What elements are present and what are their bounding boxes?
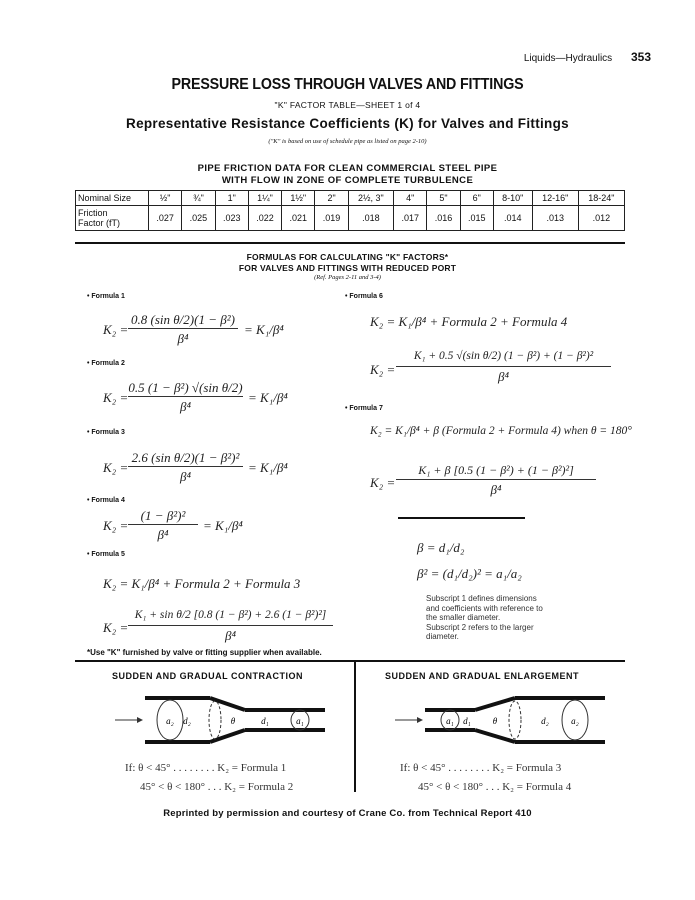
formulas-reference: (Ref. Pages 2-11 and 3-4) [314, 274, 381, 281]
pipe-friction-table [75, 190, 625, 231]
formula-5-lhs: K₂ = [103, 620, 129, 635]
subscript-note-line: Subscript 1 defines dimensions [426, 594, 537, 603]
running-header-section: Liquids—Hydraulics [523, 53, 613, 64]
factor-cell: .027 [149, 206, 182, 231]
contraction-diagram [115, 690, 340, 750]
formula-7-lhs: K₂ = [370, 475, 396, 490]
label-d2: d₂ [183, 716, 191, 726]
formula-6-numerator: K₁ + 0.5 √(sin θ/2) (1 − β²) + (1 − β²)² [413, 350, 594, 362]
formulas-heading-1: FORMULAS FOR CALCULATING "K" FACTORS* [246, 252, 449, 262]
enlargement-case-1: If: θ < 45° . . . . . . . . K₂ = Formula 3 [400, 762, 562, 774]
enlargement-heading: SUDDEN AND GRADUAL ENLARGEMENT [385, 671, 580, 681]
divider-short [398, 517, 525, 519]
column-divider [354, 662, 356, 792]
formula-4-denominator: β⁴ [157, 527, 169, 542]
section-ellipse [509, 701, 521, 739]
formula-3-numerator: 2.6 (sin θ/2)(1 − β²)² [131, 450, 240, 465]
size-cell: 8-10" [493, 191, 532, 206]
formula-6-label: • Formula 6 [345, 293, 383, 300]
formula-5-numerator: K₁ + sin θ/2 [0.8 (1 − β²) + 2.6 (1 − β²)²] [134, 609, 327, 621]
section-divider [75, 660, 625, 662]
page-title: PRESSURE LOSS THROUGH VALVES AND FITTINGS [171, 76, 524, 93]
pipe-wall-taper [210, 698, 245, 710]
fraction-bar [128, 328, 238, 329]
formula-3-denominator: β⁴ [180, 469, 191, 484]
fraction-bar [396, 366, 611, 367]
factor-cell: .012 [578, 206, 624, 231]
formula-7-denominator: β⁴ [490, 482, 502, 497]
fraction-bar [128, 524, 198, 525]
label-theta: θ [492, 716, 498, 726]
row-label-friction-factor [76, 206, 149, 231]
formula-2-denominator: β⁴ [180, 399, 191, 414]
contraction-case-2: 45° < θ < 180° . . . K₂ = Formula 2 [140, 781, 294, 793]
formula-6-line1: K₂ = K₁/β⁴ + Formula 2 + Formula 4 [370, 314, 568, 329]
pipe-wall-taper [475, 698, 515, 710]
pipe-friction-heading-1: PIPE FRICTION DATA FOR CLEAN COMMERCIAL STEEL PIPE [197, 163, 498, 174]
factor-cell: .019 [315, 206, 348, 231]
pipe-wall-taper [210, 730, 245, 742]
formula-5-line1: K₂ = K₁/β⁴ + Formula 2 + Formula 3 [103, 576, 301, 591]
table-row [76, 191, 625, 206]
size-cell: 1" [215, 191, 248, 206]
formula-4-label: • Formula 4 [87, 497, 125, 504]
beta-squared-definition: β² = (d₁/d₂)² = a₁/a₂ [417, 566, 522, 581]
size-cell: ½" [149, 191, 182, 206]
size-cell: 6" [460, 191, 493, 206]
formula-7-line1: K₂ = K₁/β⁴ + β (Formula 2 + Formula 4) when θ = 180° [370, 425, 632, 437]
formula-2-numerator: 0.5 (1 − β²) √(sin θ/2) [128, 380, 243, 395]
formulas-heading-2: FOR VALVES AND FITTINGS WITH REDUCED PORT [238, 263, 457, 273]
factor-cell: .014 [493, 206, 532, 231]
label-theta: θ [230, 716, 236, 726]
size-cell: 1½" [282, 191, 315, 206]
factor-cell: .021 [282, 206, 315, 231]
pipe-wall-taper [475, 730, 515, 742]
formula-1-numerator: 0.8 (sin θ/2)(1 − β²) [131, 312, 235, 327]
formula-6-denominator: β⁴ [498, 369, 509, 384]
fraction-bar [396, 479, 596, 480]
arrow-head-icon [417, 717, 423, 723]
formula-7-label: • Formula 7 [345, 405, 383, 412]
sheet-subtitle: "K" FACTOR TABLE—SHEET 1 of 4 [274, 100, 421, 110]
fraction-bar [128, 466, 243, 467]
formula-6-lhs: K₂ = [370, 362, 396, 377]
formula-2-lhs: K₂ = [103, 390, 129, 405]
factor-cell: .017 [394, 206, 427, 231]
table-row [76, 206, 625, 231]
factor-cell: .025 [182, 206, 215, 231]
formula-7-numerator: K₁ + β [0.5 (1 − β²) + (1 − β²)²] [418, 463, 574, 477]
factor-cell: .018 [348, 206, 393, 231]
credit-line: Reprinted by permission and courtesy of Crane Co. from Technical Report 410 [163, 808, 532, 819]
formula-3-lhs: K₂ = [103, 460, 129, 475]
label-d2: d₂ [541, 716, 549, 726]
label-d1: d₁ [463, 716, 471, 726]
size-cell: 2" [315, 191, 348, 206]
factor-cell: .022 [248, 206, 281, 231]
size-cell: 2½, 3" [348, 191, 393, 206]
pipe-friction-heading-2: WITH FLOW IN ZONE OF COMPLETE TURBULENCE [221, 175, 474, 186]
page-number: 353 [630, 50, 651, 64]
factor-cell: .013 [532, 206, 578, 231]
running-header [524, 50, 651, 64]
arrow-head-icon [137, 717, 143, 723]
section-divider [75, 242, 625, 244]
formula-4-numerator: (1 − β²)² [140, 508, 186, 523]
factor-cell: .016 [427, 206, 460, 231]
row-label-line: Factor (fT) [78, 218, 120, 228]
subscript-note-line: and coefficients with reference to [426, 603, 543, 613]
factor-cell: .023 [215, 206, 248, 231]
row-label-nominal-size: Nominal Size [76, 191, 149, 206]
subscript-note-line: diameter. [426, 632, 459, 641]
subscript-note-line: the smaller diameter. [426, 613, 501, 622]
formula-2-label: • Formula 2 [87, 360, 125, 367]
enlargement-case-2: 45° < θ < 180° . . . K₂ = Formula 4 [418, 781, 572, 793]
formula-1-denominator: β⁴ [177, 331, 189, 346]
size-cell: 5" [427, 191, 460, 206]
beta-definition: β = d₁/d₂ [417, 540, 465, 555]
fraction-bar [128, 396, 243, 397]
formula-5-denominator: β⁴ [225, 628, 236, 643]
formula-1-label: • Formula 1 [87, 293, 125, 300]
section-ellipse [209, 701, 221, 739]
fraction-bar [128, 625, 333, 626]
label-a2: a₂ [571, 716, 579, 726]
row-label-line: Friction [78, 208, 108, 218]
label-a1: a₁ [296, 716, 304, 726]
formula-2-rhs: = K₁/β⁴ [248, 390, 288, 405]
contraction-heading: SUDDEN AND GRADUAL CONTRACTION [112, 671, 303, 681]
subtitle-note: ("K" is based on use of schedule pipe as listed on page 2-10) [268, 138, 427, 145]
size-cell: 1¼" [248, 191, 281, 206]
size-cell: 18-24" [578, 191, 624, 206]
label-d1: d₁ [261, 716, 269, 726]
main-subtitle: Representative Resistance Coefficients (K) for Valves and Fittings [126, 116, 569, 131]
size-cell: 12-16" [532, 191, 578, 206]
factor-cell: .015 [460, 206, 493, 231]
subscript-notes [426, 594, 543, 642]
label-a2: a₂ [166, 716, 174, 726]
subscript-note-line: Subscript 2 refers to the larger [426, 622, 534, 632]
formula-3-rhs: = K₁/β⁴ [248, 460, 288, 475]
footnote: *Use "K" furnished by valve or fitting supplier when available. [87, 648, 322, 657]
formula-1-rhs: = K₁/β⁴ [244, 322, 284, 337]
contraction-case-1: If: θ < 45° . . . . . . . . K₂ = Formula 1 [125, 762, 287, 774]
formula-1-lhs: K₂ = [103, 322, 129, 337]
formula-4-rhs: = K₁/β⁴ [203, 518, 243, 533]
enlargement-diagram [395, 690, 620, 750]
formula-3-label: • Formula 3 [87, 429, 125, 436]
size-cell: ¾" [182, 191, 215, 206]
formula-5-label: • Formula 5 [87, 551, 125, 558]
formula-4-lhs: K₂ = [103, 518, 129, 533]
label-a1: a₁ [446, 716, 454, 726]
size-cell: 4" [394, 191, 427, 206]
